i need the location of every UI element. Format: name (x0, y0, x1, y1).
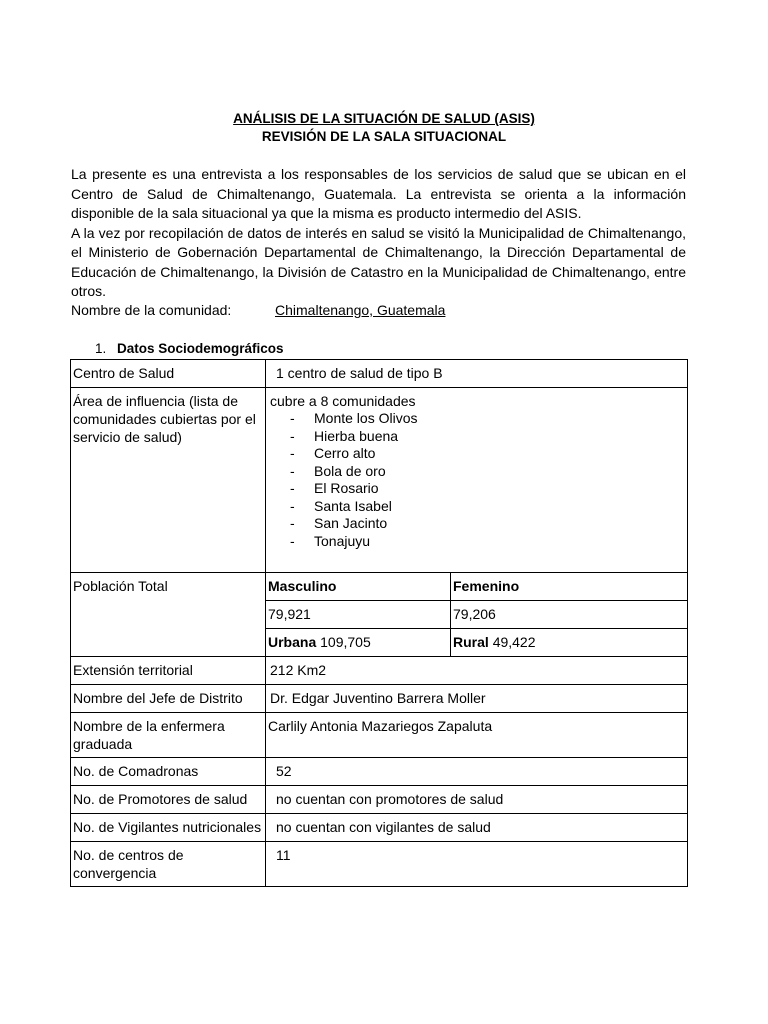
intro-paragraph-1: La presente es una entrevista a los responsables de los servicios de salud que se ubican en el Centro de Salud de Chimaltenango, Guatemala. La entrevista se orienta a la información disponible de la sala situacional ya que la misma es producto intermedio del ASIS. (71, 166, 686, 221)
table-row (71, 657, 688, 685)
table-row (71, 388, 688, 573)
list-item: - Hierba buena (290, 427, 399, 444)
list-item: - Tonajuyu (290, 532, 371, 549)
table-row (71, 713, 688, 758)
table-row (71, 685, 688, 713)
list-item: - Cerro alto (290, 445, 376, 461)
row-label: No. de Vigilantes nutricionales (71, 814, 266, 842)
intro-text (71, 165, 686, 302)
row-value: 11 (266, 842, 688, 887)
row-value: 212 Km2 (266, 657, 688, 685)
list-item: - Monte los Olivos (290, 410, 418, 426)
row-label: Nombre de la enfermera graduada (71, 713, 266, 758)
table-row (71, 573, 688, 601)
row-label: Extensión territorial (71, 657, 266, 685)
masculino-value: 79,921 (266, 601, 451, 629)
row-label: No. de Promotores de salud (71, 786, 266, 814)
community-value: Chimaltenango, Guatemala (275, 302, 446, 318)
urbana-cell: Urbana 109,705 (266, 629, 451, 657)
community-label: Nombre de la comunidad: (71, 302, 232, 318)
table-row (71, 360, 688, 388)
table-row (71, 786, 688, 814)
row-label: Centro de Salud (71, 360, 266, 388)
row-value: 1 centro de salud de tipo B (266, 360, 688, 388)
row-value: Carlily Antonia Mazariegos Zapaluta (266, 713, 688, 758)
intro-paragraph-2: A la vez por recopilación de datos de interés en salud se visitó la Municipalidad de Chimaltenango, el Ministerio de Gobernación Departamental de Chimaltenango, la Dirección Departamental de Educación de Chimaltenango, la División de Catastro en la Municipalidad de Chimaltenango, entre otros. (71, 224, 686, 299)
row-value: no cuentan con vigilantes de salud (266, 814, 688, 842)
document-subtitle: REVISIÓN DE LA SALA SITUACIONAL (261, 129, 507, 144)
section-title: Datos Sociodemográficos (117, 341, 284, 356)
row-value: 52 (266, 758, 688, 786)
list-item: - San Jacinto (290, 515, 388, 531)
row-value (266, 388, 688, 573)
area-intro: cubre a 8 comunidades (270, 393, 416, 409)
table-row (71, 842, 688, 887)
sociodemographic-table (70, 359, 688, 887)
list-item: - Bola de oro (290, 462, 386, 479)
community-list (270, 410, 685, 550)
table-row (71, 758, 688, 786)
document-header (0, 110, 768, 146)
row-label: Área de influencia (lista de comunidades cubiertas por el servicio de salud) (71, 388, 266, 573)
row-label: No. de centros de convergencia (71, 842, 266, 887)
section-heading (95, 340, 284, 358)
femenino-header: Femenino (451, 573, 688, 601)
section-number: 1. (95, 341, 107, 356)
row-label: Nombre del Jefe de Distrito (71, 685, 266, 713)
table-row (71, 814, 688, 842)
row-label: Población Total (71, 573, 266, 657)
list-item: - El Rosario (290, 480, 379, 496)
community-line (71, 301, 446, 319)
rural-cell: Rural 49,422 (451, 629, 688, 657)
femenino-value: 79,206 (451, 601, 688, 629)
list-item: - Santa Isabel (290, 497, 392, 514)
masculino-header: Masculino (266, 573, 451, 601)
document-title: ANÁLISIS DE LA SITUACIÓN DE SALUD (ASIS) (233, 111, 535, 126)
row-value: Dr. Edgar Juventino Barrera Moller (266, 685, 688, 713)
row-label: No. de Comadronas (71, 758, 266, 786)
row-value: no cuentan con promotores de salud (266, 786, 688, 814)
